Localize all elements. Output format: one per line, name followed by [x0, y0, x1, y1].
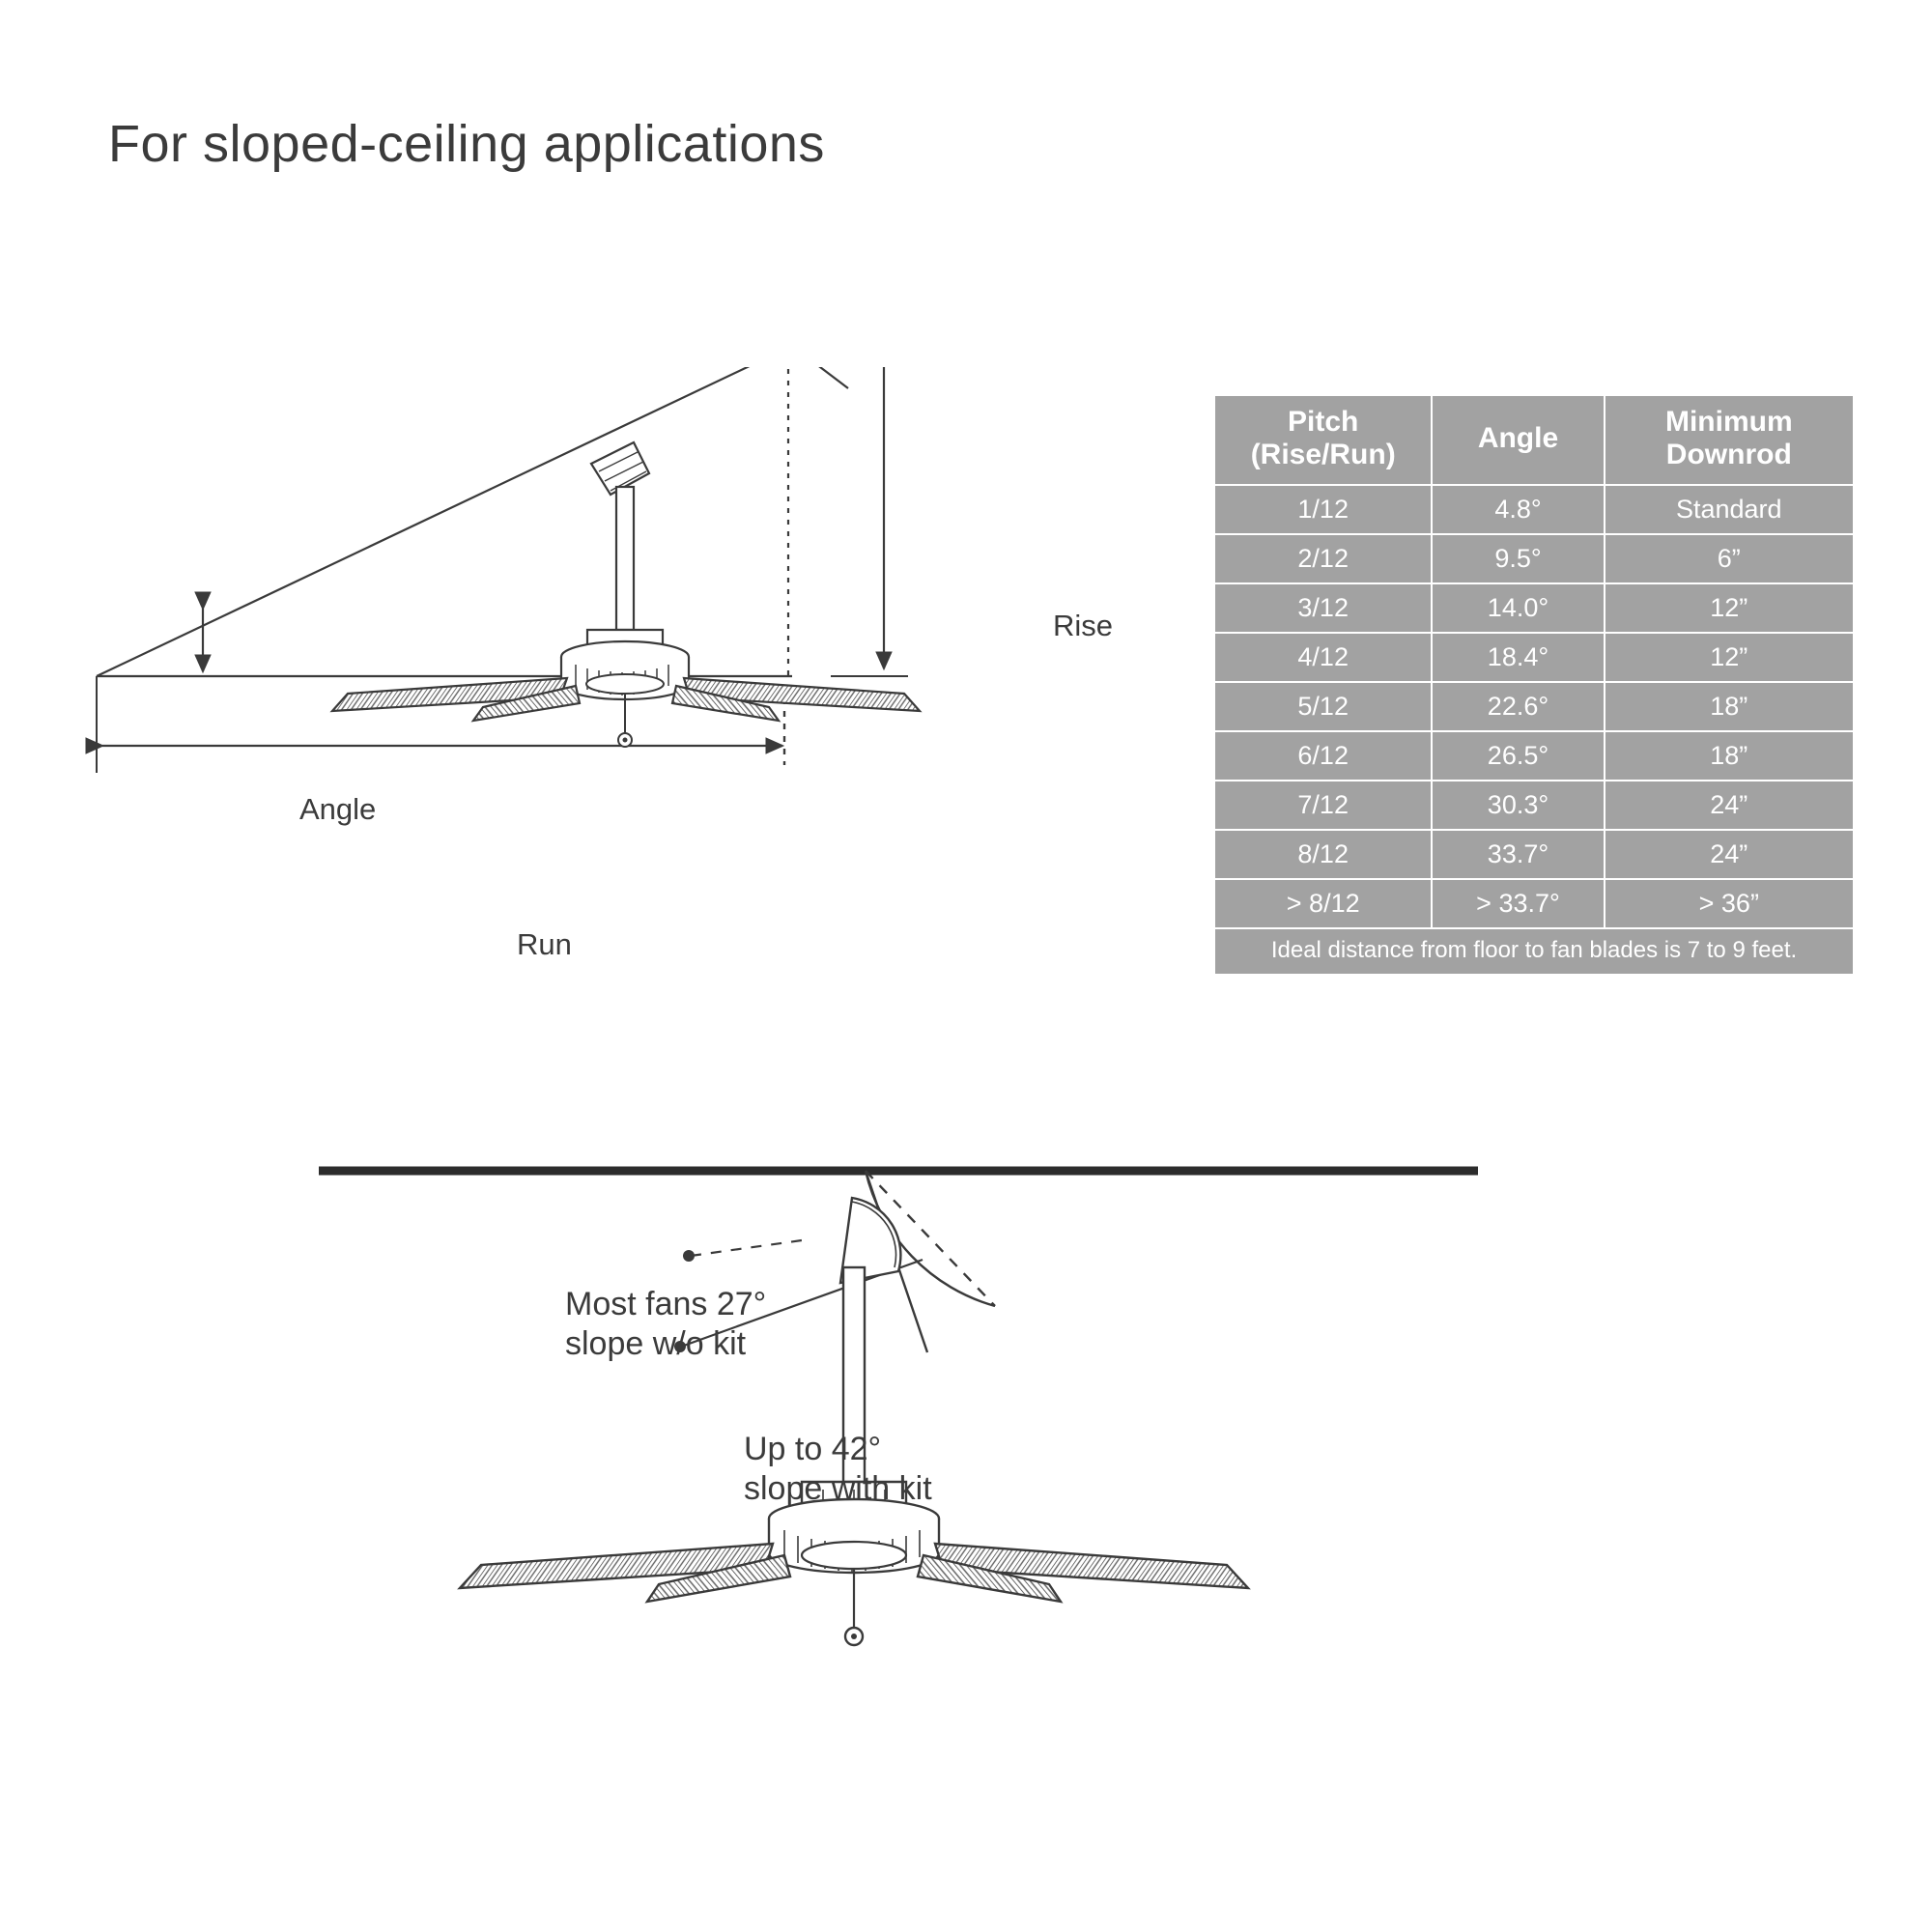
callout-most-fans-line2: slope w/o kit: [565, 1325, 747, 1363]
pitch-angle-downrod-table: [1215, 396, 1853, 974]
cell-downrod: 18”: [1605, 731, 1853, 781]
callout-most-fans: [565, 1285, 766, 1365]
slope-limits-diagram: [319, 1159, 1604, 1893]
cell-downrod: 12”: [1605, 583, 1853, 633]
table-row: [1215, 781, 1853, 830]
header-pitch-line2: (Rise/Run): [1250, 438, 1396, 470]
callout-with-kit: [744, 1430, 932, 1510]
rise-label: Rise: [1053, 609, 1114, 642]
rise-dimension: [831, 367, 908, 676]
table-row: [1215, 879, 1853, 928]
callout-with-kit-line1: Up to 42°: [744, 1431, 882, 1467]
table-footnote: Ideal distance from floor to fan blades is 7 to 9 feet.: [1215, 928, 1853, 974]
cell-angle: 22.6°: [1432, 682, 1604, 731]
cell-downrod: 18”: [1605, 682, 1853, 731]
cell-downrod: > 36”: [1605, 879, 1853, 928]
cell-downrod: 6”: [1605, 534, 1853, 583]
table-row: [1215, 485, 1853, 534]
header-downrod: [1605, 396, 1853, 485]
cell-angle: 33.7°: [1432, 830, 1604, 879]
cell-pitch: 2/12: [1215, 534, 1432, 583]
header-downrod-line1: Minimum: [1664, 406, 1793, 438]
cell-angle: 30.3°: [1432, 781, 1604, 830]
cell-angle: 18.4°: [1432, 633, 1604, 682]
cell-pitch: 8/12: [1215, 830, 1432, 879]
cell-downrod: 24”: [1605, 781, 1853, 830]
run-label: Run: [517, 927, 572, 961]
cell-pitch: 7/12: [1215, 781, 1432, 830]
cell-pitch: 6/12: [1215, 731, 1432, 781]
callout-with-kit-line2: slope with kit: [744, 1470, 932, 1508]
header-downrod-line2: Downrod: [1665, 438, 1792, 470]
cell-angle: 9.5°: [1432, 534, 1604, 583]
table-row: [1215, 583, 1853, 633]
header-pitch-line1: Pitch: [1288, 406, 1359, 438]
table-header: [1215, 396, 1853, 485]
cell-downrod: 12”: [1605, 633, 1853, 682]
header-angle: Angle: [1432, 396, 1604, 485]
table-row: [1215, 534, 1853, 583]
angle-label: Angle: [299, 792, 377, 826]
cell-pitch: 1/12: [1215, 485, 1432, 534]
ceiling-slope-lines: [97, 367, 848, 676]
page-title: For sloped-ceiling applications: [108, 115, 825, 173]
table-row: [1215, 682, 1853, 731]
callout-most-fans-line1: Most fans 27°: [565, 1286, 767, 1322]
cell-pitch: > 8/12: [1215, 879, 1432, 928]
cell-pitch: 4/12: [1215, 633, 1432, 682]
cell-downrod: 24”: [1605, 830, 1853, 879]
cell-angle: 14.0°: [1432, 583, 1604, 633]
table-footnote-row: [1215, 928, 1853, 974]
table-row: [1215, 731, 1853, 781]
cell-angle: > 33.7°: [1432, 879, 1604, 928]
table-row: [1215, 830, 1853, 879]
cell-downrod: Standard: [1605, 485, 1853, 534]
table-body: [1215, 485, 1853, 974]
cell-pitch: 3/12: [1215, 583, 1432, 633]
table-row: [1215, 633, 1853, 682]
cell-angle: 4.8°: [1432, 485, 1604, 534]
fan-assembly-sloped: [332, 442, 920, 747]
header-pitch: [1215, 396, 1432, 485]
fan-assembly-vertical: [460, 1198, 1248, 1645]
cell-pitch: 5/12: [1215, 682, 1432, 731]
cell-angle: 26.5°: [1432, 731, 1604, 781]
sloped-ceiling-diagram: [58, 367, 1179, 947]
